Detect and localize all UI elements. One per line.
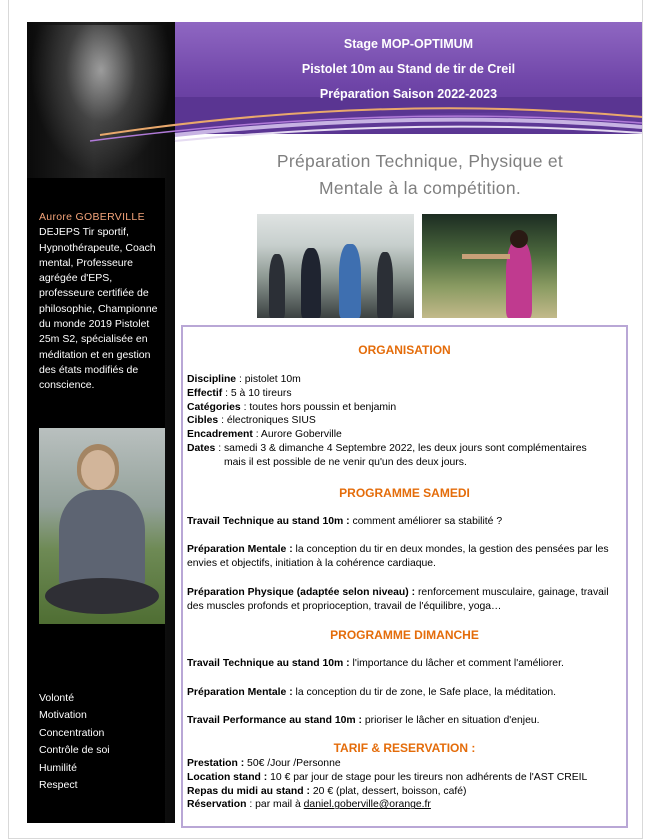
samedi-tech xyxy=(187,515,622,529)
coach-bio-line: Hypnothérapeute, Coach xyxy=(39,241,156,254)
coach-bio-line: méditation et en gestion xyxy=(39,348,151,361)
effectif-label: Effectif xyxy=(187,387,223,399)
prestation-value: 50€ /Jour /Personne xyxy=(244,758,341,769)
coach-bio-line: 25m S2, spécialisée en xyxy=(39,333,148,346)
coach-bio-line: du monde 2019 Pistolet xyxy=(39,318,150,331)
dimanche-mental-label: Préparation Mentale : xyxy=(187,687,293,698)
encadrement-label: Encadrement xyxy=(187,429,253,441)
samedi-mental-label: Préparation Mentale : xyxy=(187,544,293,555)
dimanche-perf-value: prioriser le lâcher en situation d'enjeu. xyxy=(361,715,540,726)
samedi-tech-label: Travail Technique au stand 10m : xyxy=(187,516,350,527)
subtitle-line-2: Mentale à la compétition. xyxy=(318,178,522,198)
reservation-label: Réservation xyxy=(187,799,247,811)
dimanche-perf xyxy=(187,714,622,728)
value-item: Respect xyxy=(39,779,78,792)
samedi-mental-value: la conception du tir en deux mondes, la gestion des pensées par les xyxy=(292,544,609,555)
page-subtitle xyxy=(230,148,610,202)
reservation-value: : par mail à xyxy=(246,799,304,811)
categories-label: Catégories xyxy=(187,401,241,413)
tarif-title: TARIF & RESERVATION : xyxy=(333,741,476,755)
coach-bio-line: conscience. xyxy=(39,379,95,392)
coach-portrait xyxy=(39,428,165,624)
dimanche-perf-label: Travail Performance au stand 10m : xyxy=(187,715,362,726)
dimanche-tech xyxy=(187,657,622,671)
value-item: Motivation xyxy=(39,709,87,722)
samedi-phys xyxy=(187,586,622,614)
value-item: Volonté xyxy=(39,692,75,704)
pistol-shooter-photo xyxy=(422,214,557,318)
email-link[interactable]: daniel.goberville@orange.fr xyxy=(303,799,431,811)
value-item: Contrôle de soi xyxy=(39,744,110,757)
organisation-details xyxy=(187,373,622,470)
encadrement-value: : Aurore Goberville xyxy=(252,429,342,441)
discipline-value: : pistolet 10m xyxy=(236,374,301,385)
dimanche-title: PROGRAMME DIMANCHE xyxy=(330,628,479,642)
dates-label: Dates xyxy=(187,442,216,454)
banner-title-2: Pistolet 10m au Stand de tir de Creil xyxy=(301,62,516,76)
samedi-mental xyxy=(187,543,622,571)
tarif-details xyxy=(187,757,622,812)
value-item: Concentration xyxy=(39,726,105,739)
coach-name: Aurore GOBERVILLE xyxy=(39,211,145,223)
samedi-tech-value: comment améliorer sa stabilité ? xyxy=(349,516,503,527)
subtitle-line-1: Préparation Technique, Physique et xyxy=(276,151,564,171)
portrait-body xyxy=(59,490,145,590)
coach-bio-line: agrégée d'EPS, xyxy=(39,272,113,285)
dimanche-tech-label: Travail Technique au stand 10m : xyxy=(187,658,350,669)
banner-swoosh xyxy=(0,95,642,155)
categories-value: : toutes hors poussin et benjamin xyxy=(240,401,397,413)
coach-bio-line: professeure certifiée de xyxy=(39,287,149,300)
coach-bio xyxy=(39,210,164,394)
samedi-phys-value: renforcement musculaire, gainage, travail xyxy=(415,587,609,598)
samedi-phys-value-cont: des muscles profonds et proprioception, travail de l'équilibre, yoga… xyxy=(187,600,502,612)
location-label: Location stand : xyxy=(187,771,268,783)
samedi-mental-value-cont: envies et objectifs, initiation à la cohérence cardiaque. xyxy=(187,557,436,569)
coach-bio-line: philosophie, Championne xyxy=(39,302,158,315)
portrait-head xyxy=(81,450,115,490)
organisation-title: ORGANISATION xyxy=(358,343,451,357)
samedi-phys-label: Préparation Physique (adaptée selon niveau) : xyxy=(187,587,416,598)
coach-bio-line: des états modifiés de xyxy=(39,363,139,376)
coach-bio-line: mental, Professeure xyxy=(39,256,133,269)
portrait-legs xyxy=(45,578,159,614)
value-item: Humilité xyxy=(39,761,77,774)
dates-value: : samedi 3 & dimanche 4 Septembre 2022, les deux jours sont complémentaires xyxy=(215,442,587,454)
cibles-value: : électroniques SIUS xyxy=(218,415,316,427)
dimanche-tech-value: l'importance du lâcher et comment l'améliorer. xyxy=(349,658,564,669)
dimanche-mental xyxy=(187,686,622,700)
effectif-value: : 5 à 10 tireurs xyxy=(222,387,292,399)
discipline-label: Discipline xyxy=(187,374,237,385)
repas-value: 20 € (plat, dessert, boisson, café) xyxy=(309,785,467,797)
dates-value-cont: mais il est possible de ne venir qu'un des deux jours. xyxy=(224,456,467,468)
dimanche-mental-value: la conception du tir de zone, le Safe place, la méditation. xyxy=(292,687,557,698)
repas-label: Repas du midi au stand : xyxy=(187,785,310,797)
banner-title-3: Préparation Saison 2022-2023 xyxy=(319,87,498,101)
samedi-title: PROGRAMME SAMEDI xyxy=(339,486,470,500)
prestation-label: Prestation : xyxy=(187,758,245,769)
location-value: 10 € par jour de stage pour les tireurs non adhérents de l'AST CREIL xyxy=(267,771,588,783)
shooting-range-photo xyxy=(257,214,414,318)
coach-bio-line: DEJEPS Tir sportif, xyxy=(39,226,129,239)
values-list xyxy=(39,690,159,794)
banner-title-1: Stage MOP-OPTIMUM xyxy=(343,37,474,51)
cibles-label: Cibles xyxy=(187,415,219,427)
